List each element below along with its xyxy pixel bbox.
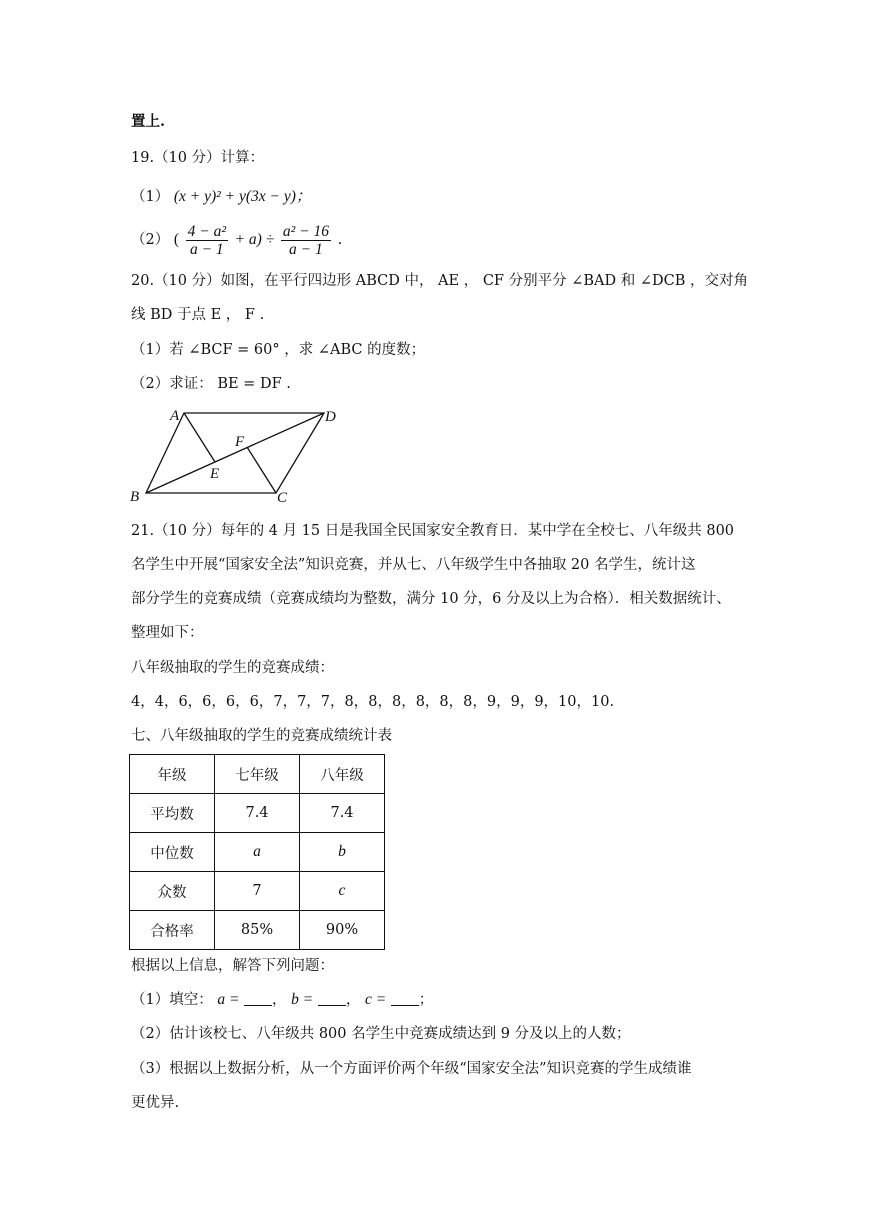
table-row <box>130 794 385 833</box>
q20-line-2: 线 BD 于点 E ， F . <box>131 307 265 323</box>
q19-part2 <box>131 222 342 258</box>
label-c: C <box>277 490 288 505</box>
table-header-cell: 年级 <box>130 755 215 794</box>
table-row <box>130 872 385 911</box>
blank-c-label: c = <box>364 991 387 1008</box>
q19-part2-fraction-2 <box>281 223 331 258</box>
label-a: A <box>170 408 180 424</box>
table-row <box>130 911 385 950</box>
q19-part1-label: （1） <box>131 189 170 205</box>
stats-table-title: 七、八年级抽取的学生的竞赛成绩统计表 <box>131 728 392 744</box>
q21-part2: （2）估计该校七、八年级共 800 名学生中竞赛成绩达到 9 分及以上的人数； <box>131 1026 631 1042</box>
separator: ， <box>272 992 287 1008</box>
grade8-scores: 4，4，6，6，6，6，7，7，7，8，8，8，8，8，8，9，9，9，10，10. <box>131 694 615 710</box>
table-cell: 7 <box>215 872 300 911</box>
table-cell: 7.4 <box>215 794 300 833</box>
q21-part3-line-2: 更优异. <box>131 1095 180 1111</box>
q19-part2-middle: + a) ÷ <box>234 231 275 248</box>
q21-line-3: 部分学生的竞赛成绩（竞赛成绩均为整数，满分 10 分，6 分及以上为合格）．相关数据统计、 <box>131 591 731 607</box>
continuation-text: 置上. <box>131 113 166 130</box>
q20-part2: （2）求证： BE = DF . <box>131 376 291 392</box>
table-cell: 合格率 <box>130 911 215 950</box>
q21-line-1: 21.（10 分）每年的 4 月 15 日是我国全民国家安全教育日．某中学在全校七、八年级共 800 <box>131 523 735 539</box>
table-cell: b <box>300 833 385 872</box>
q20-line-1: 20.（10 分）如图，在平行四边形 ABCD 中， AE ， CF 分别平分 ∠BAD 和 ∠DCB ，交对角 <box>131 273 748 289</box>
q19-part2-label: （2） <box>131 232 170 248</box>
fraction-1-denominator: a − 1 <box>189 240 224 258</box>
stats-table <box>129 754 385 950</box>
q21-part1 <box>131 990 433 1010</box>
q19-part2-end: . <box>337 232 343 248</box>
q21-line-2: 名学生中开展“国家安全法”知识竞赛，并从七、八年级学生中各抽取 20 名学生，统计这 <box>131 557 696 573</box>
table-cell: a <box>215 833 300 872</box>
blank-b-label: b = <box>291 991 314 1008</box>
fraction-2-denominator: a − 1 <box>289 240 323 258</box>
blank-a[interactable] <box>244 991 272 1006</box>
part1-end: ； <box>418 992 434 1008</box>
table-cell: 众数 <box>130 872 215 911</box>
answer-intro: 根据以上信息，解答下列问题： <box>131 958 334 974</box>
table-cell: 平均数 <box>130 794 215 833</box>
label-d: D <box>325 409 336 425</box>
label-b: B <box>130 489 140 505</box>
table-header-row <box>130 755 385 794</box>
label-e: E <box>210 466 220 482</box>
fraction-2-numerator: a² − 16 <box>282 222 329 240</box>
table-header-cell: 七年级 <box>215 755 300 794</box>
table-cell: c <box>300 872 385 911</box>
blank-c[interactable] <box>391 991 419 1006</box>
table-cell: 中位数 <box>130 833 215 872</box>
q19-part2-open-paren: ( <box>173 231 180 248</box>
q19-part1-expression: (x + y)² + y(3x − y)； <box>173 188 312 205</box>
table-cell: 7.4 <box>300 794 385 833</box>
segment-cf <box>247 447 276 493</box>
q21-part1-label: （1）填空： <box>131 992 213 1008</box>
q19-header: 19.（10 分）计算： <box>131 150 265 166</box>
q19-part1 <box>131 187 311 207</box>
table-cell: 90% <box>300 911 385 950</box>
q19-part2-fraction-1 <box>186 223 228 258</box>
grade8-scores-title: 八年级抽取的学生的竞赛成绩： <box>131 660 334 676</box>
parallelogram-figure <box>126 405 336 505</box>
separator: ， <box>345 992 361 1008</box>
blank-a-label: a = <box>217 991 240 1008</box>
label-f: F <box>235 434 245 450</box>
table-row <box>130 833 385 872</box>
q20-part1: （1）若 ∠BCF = 60° ，求 ∠ABC 的度数； <box>131 342 426 358</box>
q21-part3-line-1: （3）根据以上数据分析，从一个方面评价两个年级“国家安全法”知识竞赛的学生成绩谁 <box>131 1061 692 1077</box>
q21-line-4: 整理如下： <box>131 625 204 641</box>
table-cell: 85% <box>215 911 300 950</box>
table-header-cell: 八年级 <box>300 755 385 794</box>
diagonal-bd <box>146 413 324 493</box>
segment-ae <box>184 413 215 462</box>
blank-b[interactable] <box>318 991 346 1006</box>
fraction-1-numerator: 4 − a² <box>187 222 226 240</box>
